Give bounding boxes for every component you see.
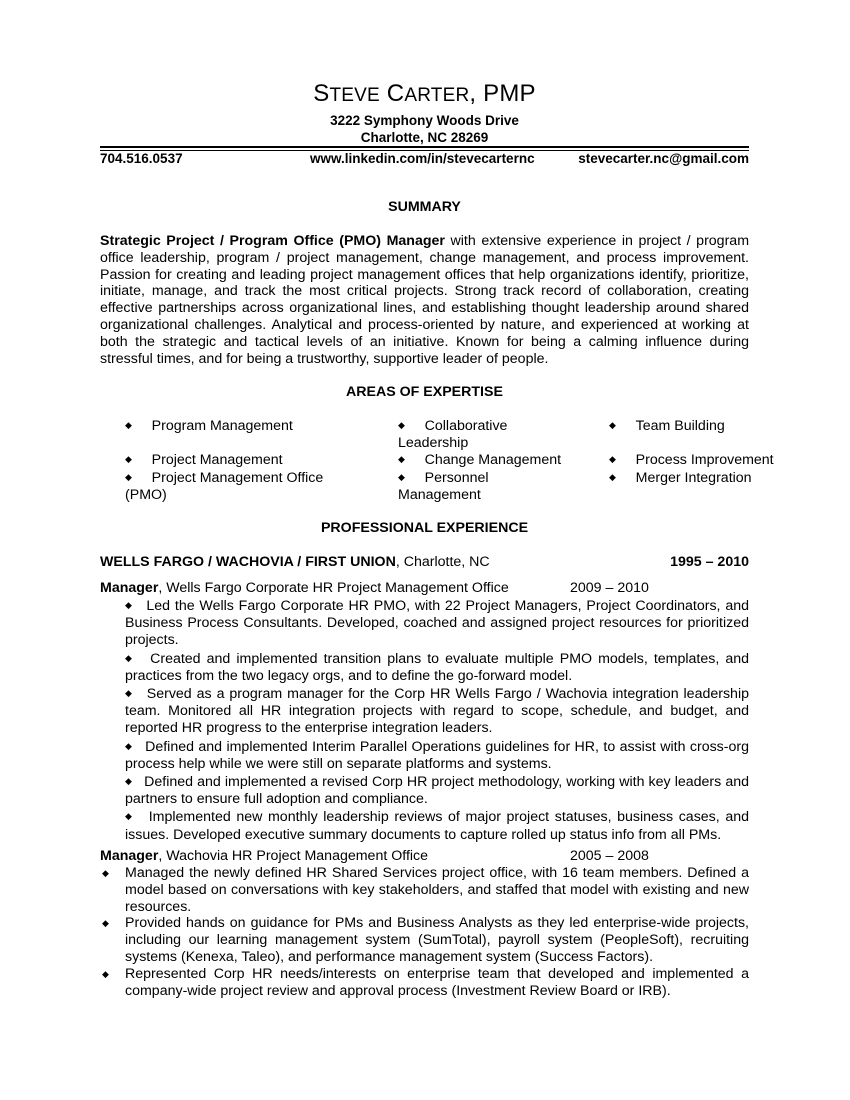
list-item: ◆ Implemented new monthly leadership reviews of major project statuses, business cases, and issues. Developed executive summary documents to capture rolled up status info from all PMs. — [125, 809, 749, 843]
expertise-item: ◆ Personnel Management — [398, 470, 489, 503]
candidate-name — [100, 80, 749, 108]
expertise-item: ◆ Process Improvement — [609, 452, 774, 468]
bullet-icon: ◆ — [398, 420, 405, 430]
bullet-icon: ◆ — [102, 968, 109, 979]
bullet-icon: ◆ — [609, 472, 616, 482]
bullet-icon: ◆ — [609, 454, 616, 464]
bullet-icon: ◆ — [398, 472, 405, 482]
bullet-icon: ◆ — [125, 652, 132, 663]
list-item: ◆ Represented Corp HR needs/interests on enterprise team that developed and implemented a company-wide project review and approval process (Investment Review Board or IRB). — [102, 965, 749, 999]
bullet-icon: ◆ — [125, 811, 132, 822]
bullet-icon: ◆ — [609, 420, 616, 430]
list-item: ◆ Managed the newly defined HR Shared Services project office, with 16 team members. Defined a model based on conversations with key stakeholders, and staffed that model with existing and new resources. — [102, 865, 749, 915]
expertise-item: ◆ Change Management — [398, 452, 562, 468]
bullet-icon: ◆ — [398, 454, 405, 464]
address-line2: Charlotte, NC 28269 — [360, 130, 489, 145]
bullet-icon: ◆ — [125, 454, 132, 464]
role2-title: Manager — [100, 848, 159, 864]
experience-heading: PROFESSIONAL EXPERIENCE — [320, 520, 529, 536]
list-item: ◆ Defined and implemented Interim Parallel Operations guidelines for HR, to assist with cross-org process help while we were still on separate platforms and systems. — [125, 738, 750, 772]
role1-bullets — [125, 597, 749, 844]
role2-dates: 2005 – 2008 — [570, 848, 649, 864]
role1-dates: 2009 – 2010 — [570, 580, 649, 596]
company-name: WELLS FARGO / WACHOVIA / FIRST UNION — [100, 554, 396, 570]
role1-title: Manager — [100, 580, 159, 596]
expertise-item: ◆ Merger Integration — [609, 470, 752, 486]
summary-lead: Strategic Project / Program Office (PMO) Manager — [100, 233, 445, 249]
role2-org: , Wachovia HR Project Management Office — [158, 848, 429, 864]
linkedin-link[interactable]: www.linkedin.com/in/stevecarternc — [310, 151, 535, 166]
expertise-item: ◆ Collaborative Leadership — [398, 418, 508, 451]
role1-org: , Wells Fargo Corporate HR Project Management Office — [158, 580, 509, 596]
role2-row — [100, 848, 749, 864]
bullet-icon: ◆ — [125, 688, 132, 699]
name-first-rest: TEVE — [329, 85, 380, 106]
company-row — [100, 554, 749, 570]
list-item: ◆ Defined and implemented a revised Corp HR project methodology, working with key leaders and partners to ensure full adoption and compliance. — [125, 774, 749, 808]
address-line1: 3222 Symphony Woods Drive — [330, 113, 519, 128]
bullet-icon: ◆ — [125, 420, 132, 430]
bullet-icon: ◆ — [125, 600, 132, 610]
list-item: ◆ Led the Wells Fargo Corporate HR PMO, with 22 Project Managers, Project Coordinators, and Business Process Consultants. Developed, coached and assigned project resources for prioritized projects. — [125, 598, 749, 649]
list-item: ◆ Created and implemented transition plans to evaluate multiple PMO models, templates, and practices from the two legacy orgs, and to define the go-forward model. — [125, 650, 749, 684]
name-last-rest: ARTER — [404, 85, 470, 106]
name-last-initial: C — [386, 80, 405, 107]
bullet-icon: ◆ — [125, 472, 132, 482]
bullet-icon: ◆ — [102, 918, 109, 929]
list-item: ◆ Served as a program manager for the Corp HR Wells Fargo / Wachovia integration leadership team. Monitored all HR integration projects with regard to scope, schedule, and budget, and reported HR progress to the enterprise integration leaders. — [125, 686, 749, 737]
name-first-initial: S — [313, 80, 330, 107]
name-suffix: , PMP — [469, 80, 536, 107]
expertise-item: ◆ Project Management — [125, 452, 283, 468]
email-link[interactable]: stevecarter.nc@gmail.com — [578, 151, 749, 166]
role1-row — [100, 580, 749, 596]
expertise-item: ◆ Project Management Office (PMO) — [125, 470, 324, 503]
list-item: ◆ Provided hands on guidance for PMs and Business Analysts as they led enterprise-wide projects, including our learning management system (SumTotal), payroll system (PeopleSoft), recruiting systems (Kenexa, Taleo), and performance management system (Success Factors). — [102, 915, 749, 965]
summary-paragraph — [100, 233, 749, 367]
summary-heading: SUMMARY — [388, 199, 461, 215]
phone: 704.516.0537 — [100, 151, 183, 166]
bullet-icon: ◆ — [102, 868, 109, 878]
company-location: , Charlotte, NC — [395, 554, 490, 570]
bullet-icon: ◆ — [125, 776, 132, 787]
expertise-item: ◆ Team Building — [609, 418, 725, 434]
company-dates: 1995 – 2010 — [670, 554, 749, 570]
expertise-item: ◆ Program Management — [125, 418, 293, 434]
bullet-icon: ◆ — [125, 740, 132, 751]
header-rule-thick — [100, 146, 749, 148]
summary-text: with extensive experience in project / program office leadership, program / project management, change management, and process improvement. Passion for creating and leading project management offices that help organizations identify, prioritize, initiate, manage, and track the most critical projects. Strong track record of collaboration, creating effective partnerships across organizational lines, and establishing thought leadership around shared organizational challenges. Analytical and process-oriented by nature, and experienced at working at both the strategic and tactical levels of an initiative. Known for being a calming influence during stressful times, and for being a trustworthy, supportive leader of people. — [100, 233, 750, 367]
expertise-heading: AREAS OF EXPERTISE — [346, 384, 503, 400]
role2-bullets — [100, 865, 749, 999]
